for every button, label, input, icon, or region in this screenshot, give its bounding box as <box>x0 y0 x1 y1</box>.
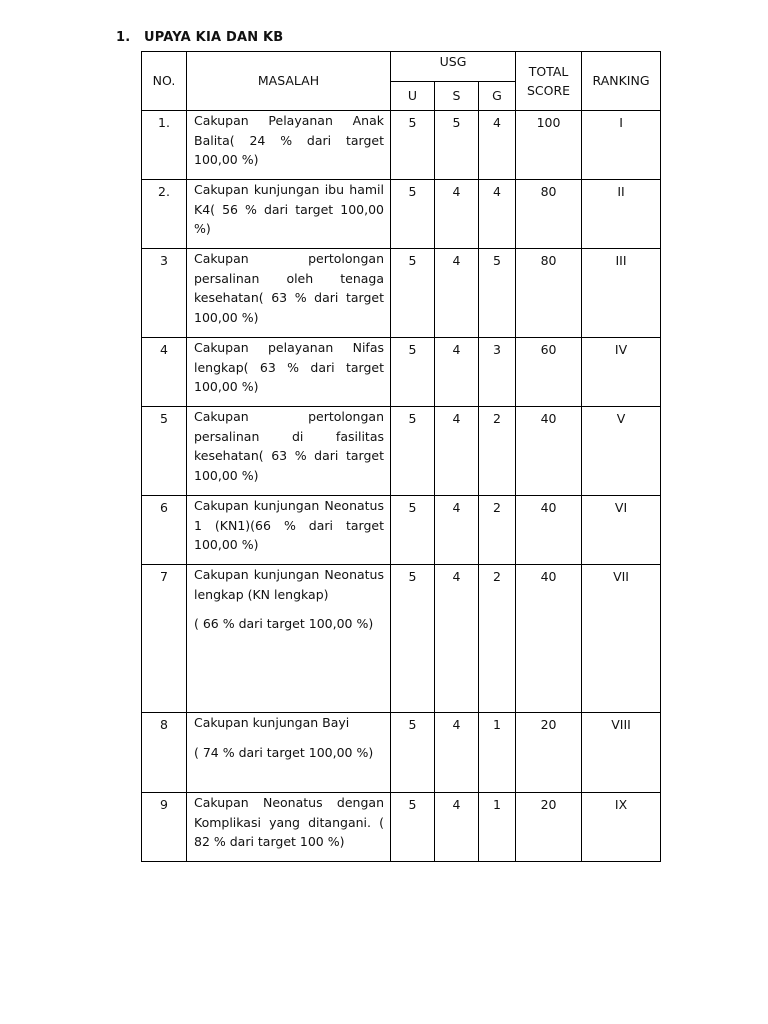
row-g: 2 <box>479 496 516 565</box>
row-s: 4 <box>435 713 479 793</box>
row-u: 5 <box>391 565 435 713</box>
row-no: 9 <box>142 793 187 862</box>
row-total: 20 <box>516 713 582 793</box>
row-masalah <box>187 338 391 407</box>
row-ranking: VIII <box>582 713 661 793</box>
table-row <box>142 180 661 249</box>
row-s: 5 <box>435 111 479 180</box>
section-heading <box>116 30 283 45</box>
row-u: 5 <box>391 713 435 793</box>
table-row <box>142 793 661 862</box>
row-ranking: VII <box>582 565 661 713</box>
header-no: NO. <box>142 52 187 111</box>
masalah-text: ( 66 % dari target 100,00 %) <box>194 616 374 631</box>
masalah-text: Cakupan Neonatus dengan Komplikasi yang ditangani. ( 82 % dari target 100 %) <box>194 795 384 849</box>
header-total-score: TOTAL SCORE <box>516 52 582 111</box>
row-masalah <box>187 111 391 180</box>
row-ranking: I <box>582 111 661 180</box>
row-g: 1 <box>479 793 516 862</box>
table-row <box>142 407 661 496</box>
header-ranking: RANKING <box>582 52 661 111</box>
row-masalah <box>187 496 391 565</box>
row-total: 60 <box>516 338 582 407</box>
row-ranking: II <box>582 180 661 249</box>
table-body <box>142 111 661 862</box>
row-u: 5 <box>391 111 435 180</box>
masalah-text: Cakupan kunjungan ibu hamil K4( 56 % dari target 100,00 %) <box>194 182 384 236</box>
row-ranking: IV <box>582 338 661 407</box>
masalah-text: Cakupan kunjungan Bayi <box>194 715 350 730</box>
row-masalah <box>187 180 391 249</box>
row-g: 4 <box>479 111 516 180</box>
row-g: 3 <box>479 338 516 407</box>
header-u: U <box>391 82 435 111</box>
row-s: 4 <box>435 407 479 496</box>
table-row <box>142 713 661 793</box>
masalah-text: ( 74 % dari target 100,00 %) <box>194 744 374 760</box>
row-no: 4 <box>142 338 187 407</box>
row-ranking: III <box>582 249 661 338</box>
row-g: 2 <box>479 407 516 496</box>
section-title: UPAYA KIA DAN KB <box>144 30 284 45</box>
row-u: 5 <box>391 407 435 496</box>
row-total: 80 <box>516 249 582 338</box>
row-g: 4 <box>479 180 516 249</box>
row-u: 5 <box>391 496 435 565</box>
row-total: 100 <box>516 111 582 180</box>
table-row <box>142 496 661 565</box>
header-usg: USG <box>391 52 516 82</box>
header-g: G <box>479 82 516 111</box>
row-s: 4 <box>435 338 479 407</box>
row-no: 8 <box>142 713 187 793</box>
row-masalah <box>187 565 391 713</box>
table-row <box>142 111 661 180</box>
row-masalah <box>187 793 391 862</box>
row-total: 20 <box>516 793 582 862</box>
row-u: 5 <box>391 249 435 338</box>
row-ranking: VI <box>582 496 661 565</box>
usg-table <box>141 51 661 862</box>
row-ranking: IX <box>582 793 661 862</box>
header-s: S <box>435 82 479 111</box>
table-row <box>142 565 661 713</box>
row-no: 7 <box>142 565 187 713</box>
row-masalah <box>187 407 391 496</box>
row-s: 4 <box>435 180 479 249</box>
row-masalah <box>187 249 391 338</box>
row-ranking: V <box>582 407 661 496</box>
masalah-text: Cakupan kunjungan Neonatus 1 (KN1)(66 % dari target 100,00 %) <box>194 498 384 552</box>
row-total: 40 <box>516 496 582 565</box>
masalah-text: Cakupan kunjungan Neonatus lengkap (KN lengkap) <box>194 567 384 602</box>
row-total: 40 <box>516 407 582 496</box>
row-masalah <box>187 713 391 793</box>
section-number: 1. <box>116 30 131 45</box>
row-u: 5 <box>391 180 435 249</box>
masalah-text: Cakupan Pelayanan Anak Balita( 24 % dari target 100,00 %) <box>194 113 384 167</box>
row-s: 4 <box>435 793 479 862</box>
row-g: 5 <box>479 249 516 338</box>
row-s: 4 <box>435 496 479 565</box>
row-s: 4 <box>435 249 479 338</box>
row-g: 2 <box>479 565 516 713</box>
table-row <box>142 338 661 407</box>
row-u: 5 <box>391 338 435 407</box>
row-u: 5 <box>391 793 435 862</box>
masalah-text: Cakupan pertolongan persalinan di fasilitas kesehatan( 63 % dari target 100,00 %) <box>194 409 384 483</box>
header-masalah: MASALAH <box>187 52 391 111</box>
masalah-text: Cakupan pertolongan persalinan oleh tenaga kesehatan( 63 % dari target 100,00 %) <box>194 251 384 325</box>
row-no: 1. <box>142 111 187 180</box>
table-row <box>142 249 661 338</box>
row-no: 2. <box>142 180 187 249</box>
row-no: 5 <box>142 407 187 496</box>
row-no: 3 <box>142 249 187 338</box>
row-total: 40 <box>516 565 582 713</box>
row-s: 4 <box>435 565 479 713</box>
masalah-text: Cakupan pelayanan Nifas lengkap( 63 % dari target 100,00 %) <box>194 340 384 394</box>
row-g: 1 <box>479 713 516 793</box>
row-no: 6 <box>142 496 187 565</box>
row-total: 80 <box>516 180 582 249</box>
